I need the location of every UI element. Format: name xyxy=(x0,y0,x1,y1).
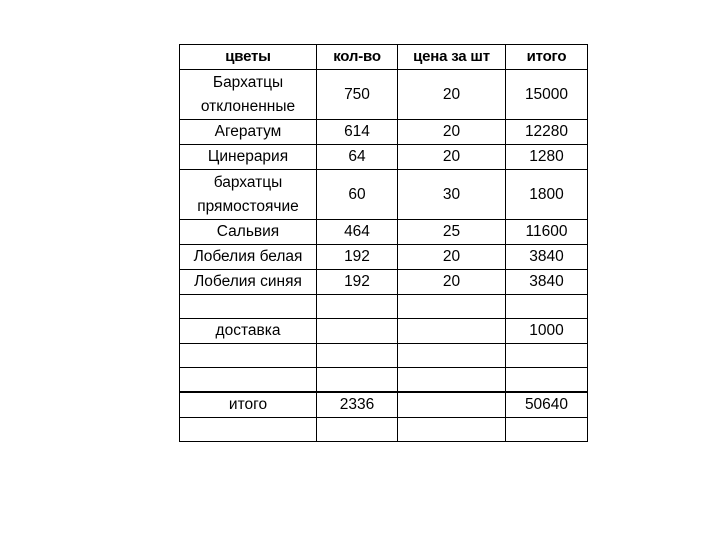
cell-qty[interactable]: 60 xyxy=(317,170,398,220)
cell-price[interactable]: 25 xyxy=(398,220,506,245)
table-row xyxy=(180,319,588,344)
cell-price[interactable] xyxy=(398,319,506,344)
table-row xyxy=(180,120,588,145)
cell-qty[interactable]: 192 xyxy=(317,245,398,270)
cell-total[interactable] xyxy=(506,344,588,368)
cell-name[interactable]: доставка xyxy=(180,319,317,344)
cell-price[interactable] xyxy=(398,295,506,319)
cell-qty[interactable] xyxy=(317,417,398,441)
table-row xyxy=(180,145,588,170)
cell-price[interactable]: 20 xyxy=(398,270,506,295)
header-cell-unit-price[interactable]: цена за шт xyxy=(398,45,506,70)
cell-price[interactable] xyxy=(398,392,506,418)
cell-total[interactable]: 3840 xyxy=(506,245,588,270)
cell-total[interactable]: 1800 xyxy=(506,170,588,220)
cell-qty[interactable] xyxy=(317,368,398,392)
table-row xyxy=(180,344,588,368)
cell-name[interactable]: Цинерария xyxy=(180,145,317,170)
cell-total[interactable] xyxy=(506,295,588,319)
table-row xyxy=(180,220,588,245)
cell-total[interactable]: 3840 xyxy=(506,270,588,295)
cell-name[interactable]: Сальвия xyxy=(180,220,317,245)
cell-price[interactable]: 20 xyxy=(398,120,506,145)
header-cell-flowers[interactable]: цветы xyxy=(180,45,317,70)
table-row xyxy=(180,368,588,392)
cell-price[interactable] xyxy=(398,417,506,441)
table-row xyxy=(180,245,588,270)
header-cell-total[interactable]: итого xyxy=(506,45,588,70)
cell-qty[interactable]: 614 xyxy=(317,120,398,145)
table-row xyxy=(180,270,588,295)
cell-total[interactable]: 50640 xyxy=(506,392,588,418)
header-row xyxy=(180,45,588,70)
spreadsheet-area xyxy=(179,44,587,442)
table-row xyxy=(180,70,588,120)
cell-total[interactable]: 1280 xyxy=(506,145,588,170)
cell-total[interactable] xyxy=(506,417,588,441)
cell-qty[interactable]: 750 xyxy=(317,70,398,120)
cell-qty[interactable] xyxy=(317,319,398,344)
cell-price[interactable]: 20 xyxy=(398,70,506,120)
table-row xyxy=(180,417,588,441)
cell-name[interactable]: итого xyxy=(180,392,317,418)
header-cell-quantity[interactable]: кол-во xyxy=(317,45,398,70)
cell-name[interactable]: Лобелия синяя xyxy=(180,270,317,295)
cell-price[interactable]: 20 xyxy=(398,245,506,270)
cell-total[interactable]: 1000 xyxy=(506,319,588,344)
cell-name[interactable] xyxy=(180,368,317,392)
cell-total[interactable]: 11600 xyxy=(506,220,588,245)
cell-total[interactable]: 15000 xyxy=(506,70,588,120)
cell-name[interactable]: Бархатцы отклоненные xyxy=(180,70,317,120)
cell-name[interactable] xyxy=(180,295,317,319)
table-row xyxy=(180,295,588,319)
table-row xyxy=(180,170,588,220)
cell-name[interactable]: бархатцы прямостоячие xyxy=(180,170,317,220)
table-row-total xyxy=(180,392,588,418)
cell-name[interactable]: Лобелия белая xyxy=(180,245,317,270)
cell-name[interactable] xyxy=(180,344,317,368)
cell-qty[interactable] xyxy=(317,295,398,319)
cell-qty[interactable]: 464 xyxy=(317,220,398,245)
cell-price[interactable] xyxy=(398,368,506,392)
cell-qty[interactable]: 192 xyxy=(317,270,398,295)
cell-name[interactable]: Агератум xyxy=(180,120,317,145)
cell-qty[interactable] xyxy=(317,344,398,368)
cell-name[interactable] xyxy=(180,417,317,441)
cell-total[interactable] xyxy=(506,368,588,392)
flowers-table xyxy=(179,44,588,442)
cell-price[interactable]: 30 xyxy=(398,170,506,220)
cell-price[interactable] xyxy=(398,344,506,368)
cell-qty[interactable]: 2336 xyxy=(317,392,398,418)
cell-price[interactable]: 20 xyxy=(398,145,506,170)
cell-total[interactable]: 12280 xyxy=(506,120,588,145)
cell-qty[interactable]: 64 xyxy=(317,145,398,170)
